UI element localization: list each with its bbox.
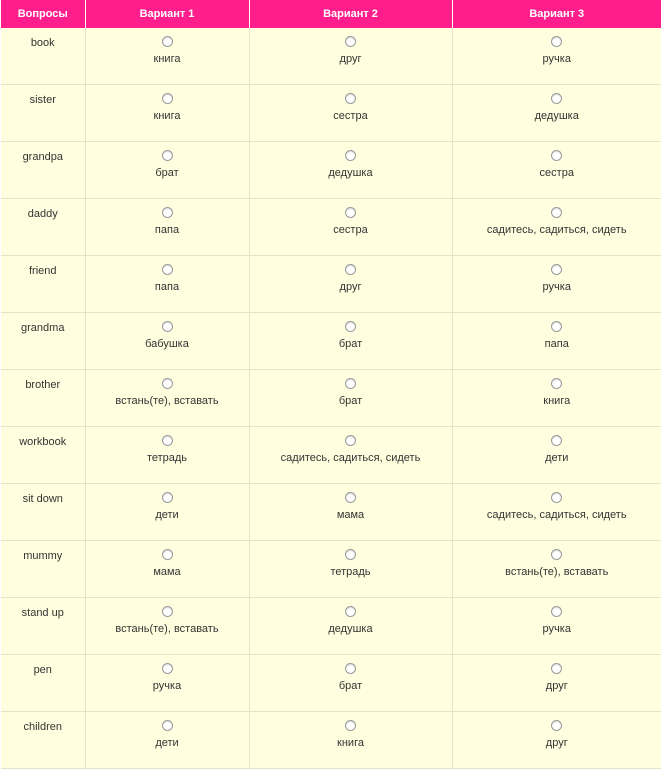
radio-button-icon[interactable]	[345, 321, 356, 332]
header-variant-1: Вариант 1	[85, 0, 249, 28]
option-cell	[452, 28, 661, 85]
option-cell	[452, 712, 661, 769]
option-cell	[85, 142, 249, 199]
question-text: workbook	[19, 436, 67, 448]
option-cell	[249, 427, 452, 484]
option-cell	[452, 313, 661, 370]
question-cell	[1, 199, 85, 256]
answer-option[interactable]	[453, 370, 662, 407]
answer-option[interactable]	[250, 541, 452, 578]
header-questions: Вопросы	[1, 0, 85, 28]
option-label: сестра	[333, 110, 368, 122]
option-label: ручка	[542, 281, 571, 293]
answer-option[interactable]	[453, 313, 662, 350]
radio-button-icon[interactable]	[345, 36, 356, 47]
answer-option[interactable]	[250, 313, 452, 350]
radio-button-icon[interactable]	[345, 549, 356, 560]
option-label: друг	[339, 281, 362, 293]
question-cell	[1, 28, 85, 85]
option-cell	[249, 85, 452, 142]
option-cell	[452, 598, 661, 655]
radio-button-icon[interactable]	[162, 207, 173, 218]
option-label: книга	[337, 737, 364, 749]
answer-option[interactable]	[86, 28, 249, 65]
answer-option[interactable]	[86, 484, 249, 521]
option-label: дедушка	[328, 623, 373, 635]
table-row	[1, 598, 661, 655]
radio-button-icon[interactable]	[162, 435, 173, 446]
question-text: book	[30, 37, 55, 49]
answer-option[interactable]	[453, 28, 662, 65]
answer-option[interactable]	[86, 199, 249, 236]
answer-option[interactable]	[250, 142, 452, 179]
option-label: брат	[338, 680, 363, 692]
radio-button-icon[interactable]	[162, 93, 173, 104]
option-label: дети	[155, 509, 179, 521]
radio-button-icon[interactable]	[345, 150, 356, 161]
question-text: grandpa	[22, 151, 63, 163]
option-cell	[249, 313, 452, 370]
option-cell	[249, 541, 452, 598]
answer-option[interactable]	[250, 28, 452, 65]
answer-option[interactable]	[86, 541, 249, 578]
option-cell	[452, 85, 661, 142]
radio-button-icon[interactable]	[551, 150, 562, 161]
radio-button-icon[interactable]	[162, 492, 173, 503]
option-cell	[249, 256, 452, 313]
option-cell	[452, 655, 661, 712]
radio-button-icon[interactable]	[551, 549, 562, 560]
option-cell	[85, 313, 249, 370]
question-text: daddy	[27, 208, 58, 220]
option-cell	[249, 655, 452, 712]
radio-button-icon[interactable]	[162, 663, 173, 674]
option-label: дети	[545, 452, 569, 464]
answer-option[interactable]	[250, 199, 452, 236]
option-label: брат	[155, 167, 179, 179]
option-label: встань(те), вставать	[505, 566, 609, 578]
option-label: садитесь, садиться, сидеть	[280, 452, 421, 464]
table-row	[1, 655, 661, 712]
option-label: дети	[155, 737, 179, 749]
table-row	[1, 256, 661, 313]
radio-button-icon[interactable]	[345, 435, 356, 446]
answer-option[interactable]	[453, 85, 662, 122]
question-cell	[1, 313, 85, 370]
radio-button-icon[interactable]	[162, 150, 173, 161]
question-cell	[1, 427, 85, 484]
quiz-table	[1, 0, 661, 769]
radio-button-icon[interactable]	[551, 378, 562, 389]
table-row	[1, 541, 661, 598]
option-label: папа	[154, 224, 180, 236]
option-cell	[249, 370, 452, 427]
radio-button-icon[interactable]	[345, 93, 356, 104]
radio-button-icon[interactable]	[551, 492, 562, 503]
radio-button-icon[interactable]	[162, 264, 173, 275]
radio-button-icon[interactable]	[162, 378, 173, 389]
answer-option[interactable]	[250, 484, 452, 521]
radio-button-icon[interactable]	[551, 663, 562, 674]
radio-button-icon[interactable]	[162, 321, 173, 332]
table-row	[1, 427, 661, 484]
option-cell	[85, 655, 249, 712]
question-cell	[1, 655, 85, 712]
table-row	[1, 370, 661, 427]
header-row	[1, 0, 661, 28]
option-cell	[85, 712, 249, 769]
option-label: садитесь, садиться, сидеть	[486, 224, 627, 236]
radio-button-icon[interactable]	[551, 606, 562, 617]
option-cell	[249, 712, 452, 769]
option-cell	[85, 598, 249, 655]
table-row	[1, 142, 661, 199]
question-cell	[1, 256, 85, 313]
table-row	[1, 712, 661, 769]
option-cell	[85, 256, 249, 313]
option-label: брат	[338, 395, 363, 407]
answer-option[interactable]	[250, 85, 452, 122]
answer-option[interactable]	[250, 370, 452, 407]
option-cell	[452, 427, 661, 484]
question-cell	[1, 142, 85, 199]
radio-button-icon[interactable]	[345, 207, 356, 218]
answer-option[interactable]	[453, 712, 662, 749]
answer-option[interactable]	[86, 85, 249, 122]
answer-option[interactable]	[86, 712, 249, 749]
option-label: тетрадь	[146, 452, 188, 464]
table-row	[1, 85, 661, 142]
option-label: бабушка	[145, 338, 189, 350]
option-cell	[85, 427, 249, 484]
question-text: stand up	[21, 607, 64, 619]
option-label: мама	[336, 509, 365, 521]
option-cell	[249, 598, 452, 655]
option-cell	[249, 28, 452, 85]
header-variant-3: Вариант 3	[452, 0, 661, 28]
option-label: сестра	[539, 167, 574, 179]
answer-option[interactable]	[250, 655, 452, 692]
option-cell	[452, 541, 661, 598]
answer-option[interactable]	[250, 712, 452, 749]
question-cell	[1, 541, 85, 598]
question-text: sit down	[22, 493, 63, 505]
answer-option[interactable]	[86, 313, 249, 350]
radio-button-icon[interactable]	[345, 720, 356, 731]
answer-option[interactable]	[453, 256, 662, 293]
answer-option[interactable]	[453, 655, 662, 692]
option-cell	[452, 199, 661, 256]
option-label: папа	[154, 281, 180, 293]
radio-button-icon[interactable]	[551, 36, 562, 47]
answer-option[interactable]	[86, 256, 249, 293]
option-label: сестра	[333, 224, 368, 236]
question-cell	[1, 484, 85, 541]
header-variant-2: Вариант 2	[249, 0, 452, 28]
quiz-body	[1, 28, 661, 769]
option-label: тетрадь	[330, 566, 371, 578]
option-cell	[249, 142, 452, 199]
question-cell	[1, 370, 85, 427]
radio-button-icon[interactable]	[345, 606, 356, 617]
option-cell	[249, 484, 452, 541]
option-cell	[452, 370, 661, 427]
question-text: brother	[25, 379, 61, 391]
radio-button-icon[interactable]	[551, 321, 562, 332]
option-cell	[85, 370, 249, 427]
radio-button-icon[interactable]	[162, 720, 173, 731]
radio-button-icon[interactable]	[551, 435, 562, 446]
question-text: friend	[28, 265, 57, 277]
table-row	[1, 199, 661, 256]
radio-button-icon[interactable]	[551, 207, 562, 218]
answer-option[interactable]	[453, 427, 662, 464]
table-row	[1, 313, 661, 370]
question-cell	[1, 598, 85, 655]
option-cell	[452, 484, 661, 541]
answer-option[interactable]	[250, 427, 452, 464]
option-label: папа	[544, 338, 569, 350]
option-label: дедушка	[534, 110, 579, 122]
option-label: друг	[339, 53, 362, 65]
option-label: встань(те), вставать	[115, 623, 219, 635]
question-text: pen	[33, 664, 52, 676]
radio-button-icon[interactable]	[162, 36, 173, 47]
option-label: ручка	[152, 680, 182, 692]
option-cell	[452, 142, 661, 199]
question-text: children	[23, 721, 63, 733]
radio-button-icon[interactable]	[551, 720, 562, 731]
option-label: друг	[545, 737, 568, 749]
radio-button-icon[interactable]	[162, 549, 173, 560]
answer-option[interactable]	[250, 256, 452, 293]
answer-option[interactable]	[453, 199, 662, 236]
option-label: книга	[543, 395, 571, 407]
radio-button-icon[interactable]	[162, 606, 173, 617]
radio-button-icon[interactable]	[345, 663, 356, 674]
radio-button-icon[interactable]	[551, 93, 562, 104]
option-label: книга	[153, 53, 181, 65]
option-cell	[85, 85, 249, 142]
option-cell	[85, 199, 249, 256]
answer-option[interactable]	[250, 598, 452, 635]
answer-option[interactable]	[453, 484, 662, 521]
question-cell	[1, 712, 85, 769]
answer-option[interactable]	[453, 142, 662, 179]
answer-option[interactable]	[86, 142, 249, 179]
answer-option[interactable]	[86, 370, 249, 407]
option-cell	[249, 199, 452, 256]
option-label: встань(те), вставать	[115, 395, 219, 407]
answer-option[interactable]	[453, 598, 662, 635]
option-label: ручка	[542, 53, 571, 65]
option-label: ручка	[542, 623, 571, 635]
option-cell	[85, 28, 249, 85]
option-cell	[452, 256, 661, 313]
radio-button-icon[interactable]	[345, 492, 356, 503]
answer-option[interactable]	[86, 427, 249, 464]
question-text: mummy	[23, 550, 63, 562]
question-cell	[1, 85, 85, 142]
table-row	[1, 484, 661, 541]
radio-button-icon[interactable]	[551, 264, 562, 275]
option-label: дедушка	[328, 167, 373, 179]
option-cell	[85, 541, 249, 598]
question-text: sister	[29, 94, 56, 106]
answer-option[interactable]	[86, 655, 249, 692]
table-row	[1, 28, 661, 85]
answer-option[interactable]	[453, 541, 662, 578]
option-label: мама	[153, 566, 181, 578]
question-text: grandma	[21, 322, 65, 334]
option-label: друг	[545, 680, 568, 692]
radio-button-icon[interactable]	[345, 264, 356, 275]
option-cell	[85, 484, 249, 541]
radio-button-icon[interactable]	[345, 378, 356, 389]
option-label: брат	[338, 338, 363, 350]
option-label: книга	[153, 110, 181, 122]
answer-option[interactable]	[86, 598, 249, 635]
option-label: садитесь, садиться, сидеть	[486, 509, 627, 521]
